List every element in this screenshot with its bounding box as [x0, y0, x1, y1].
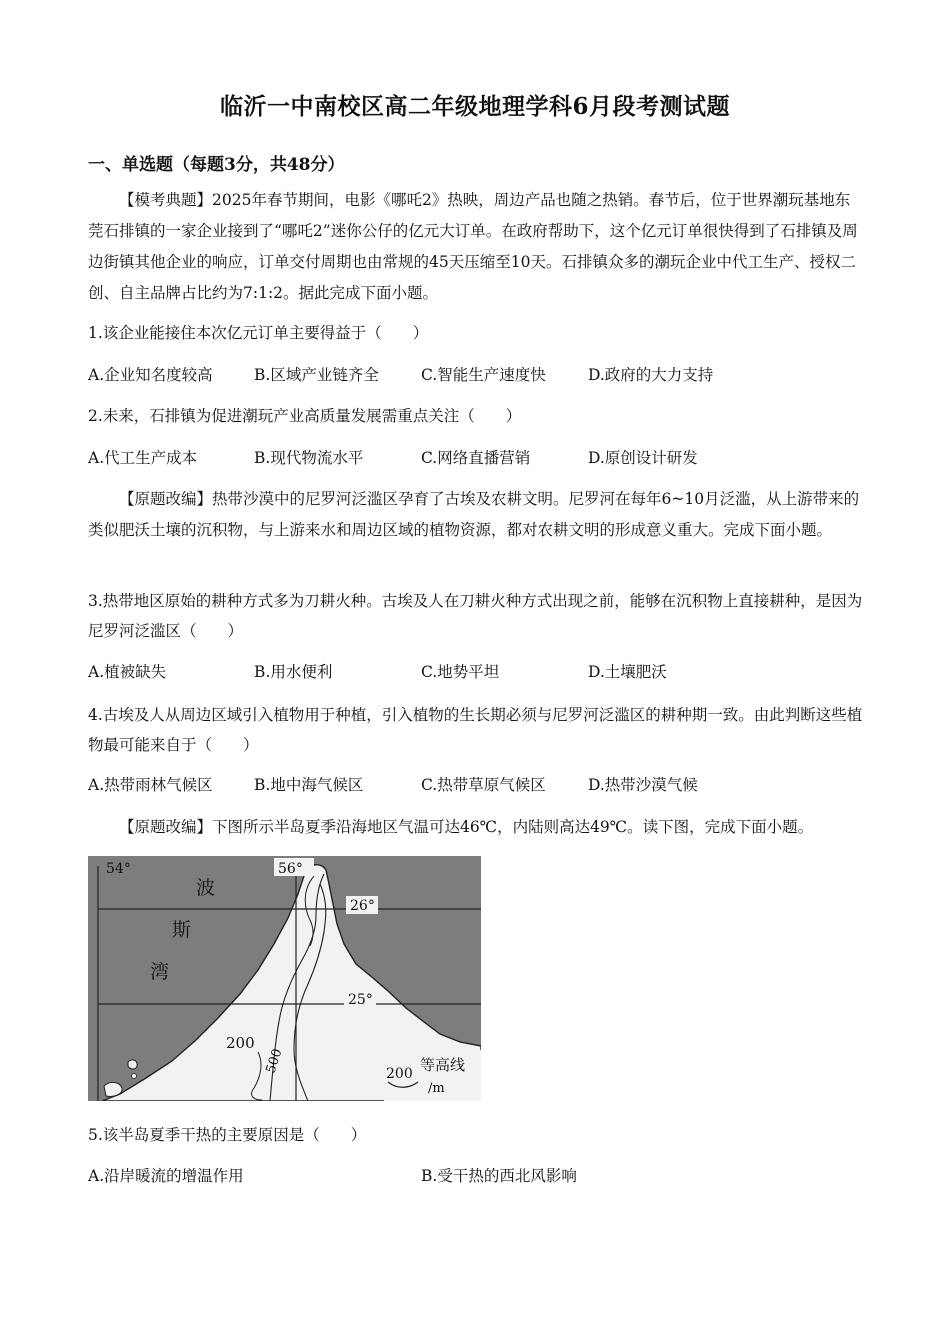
- option-c: C.地势平坦: [421, 663, 500, 681]
- lat-label-25: 25°: [348, 992, 373, 1008]
- island: [132, 1074, 137, 1079]
- contour-label-500: 500: [263, 1046, 286, 1076]
- lon-label-56: 56°: [278, 861, 303, 877]
- option-a: A.沿岸暖流的增温作用: [88, 1167, 244, 1185]
- option-d: D.土壤肥沃: [588, 663, 667, 681]
- question-4-stem: 4.古埃及人从周边区域引入植物用于种植，引入植物的生长期必须与尼罗河泛滥区的耕种期一致。由此判断这些植物最可能来自于（ ）: [88, 706, 863, 754]
- option-c: C.热带草原气候区: [421, 776, 546, 794]
- question-2-stem: 2.未来，石排镇为促进潮玩产业高质量发展需重点关注（ ）: [88, 407, 522, 425]
- legend-value: 200: [386, 1066, 413, 1082]
- island: [104, 1082, 122, 1096]
- question-1-stem: 1.该企业能接住本次亿元订单主要得益于（ ）: [88, 324, 429, 342]
- option-c: C.网络直播营销: [421, 449, 531, 467]
- lon-label-54: 54°: [106, 861, 131, 877]
- option-b: B.区域产业链齐全: [254, 366, 379, 384]
- option-c: C.智能生产速度快: [421, 366, 546, 384]
- passage-1: 【模考典题】2025年春节期间，电影《哪吒2》热映，周边产品也随之热销。春节后，位于世界潮玩基地东莞石排镇的一家企业接到了“哪吒2”迷你公仔的亿元大订单。在政府帮助下，这个亿元订单很快得到了石排镇及周边街镇其他企业的响应，订单交付周期也由常规的45天压缩至10天。石排镇众多的潮玩企业中代工生产、授权二创、自主品牌占比约为7:1:2。据此完成下面小题。: [88, 191, 858, 302]
- option-b: B.地中海气候区: [254, 776, 364, 794]
- legend-text: 等高线: [420, 1056, 466, 1074]
- option-b: B.用水便利: [254, 663, 333, 681]
- question-2-options: [88, 443, 864, 473]
- passage-2: 【原题改编】热带沙漠中的尼罗河泛滥区孕育了古埃及农耕文明。尼罗河在每年6~10月泛滥，从上游带来的类似肥沃土壤的沉积物，与上游来水和周边区域的植物资源，都对农耕文明的形成意义重大。完成下面小题。: [88, 490, 860, 539]
- option-a: A.热带雨林气候区: [88, 776, 213, 794]
- lat-label-26: 26°: [350, 898, 375, 914]
- question-5-options: [88, 1161, 864, 1191]
- peninsula-contour-map: [88, 856, 481, 1101]
- option-a: A.植被缺失: [88, 663, 167, 681]
- question-1-options: [88, 360, 864, 390]
- option-a: A.企业知名度较高: [88, 366, 213, 384]
- question-3-stem: 3.热带地区原始的耕种方式多为刀耕火种。古埃及人在刀耕火种方式出现之前，能够在沉积物上直接耕种，是因为尼罗河泛滥区（ ）: [88, 592, 863, 640]
- legend-unit: /m: [428, 1081, 445, 1096]
- option-b: B.受干热的西北风影响: [421, 1167, 577, 1185]
- sea-char-bo: 波: [196, 877, 216, 899]
- contour-label-200: 200: [226, 1034, 255, 1052]
- option-d: D.热带沙漠气候: [588, 776, 698, 794]
- island: [128, 1060, 137, 1069]
- sea-char-si: 斯: [172, 919, 192, 941]
- option-d: D.政府的大力支持: [588, 366, 714, 384]
- question-3-options: [88, 657, 864, 687]
- passage-3: 【原题改编】下图所示半岛夏季沿海地区气温可达46℃，内陆则高达49℃。读下图，完成下面小题。: [119, 818, 814, 836]
- sea-char-wan: 湾: [150, 961, 170, 983]
- option-b: B.现代物流水平: [254, 449, 364, 467]
- option-a: A.代工生产成本: [88, 449, 198, 467]
- question-5-stem: 5.该半岛夏季干热的主要原因是（ ）: [88, 1126, 367, 1144]
- section-heading: 一、单选题（每题3分，共48分）: [88, 155, 345, 175]
- question-4-options: [88, 770, 864, 800]
- option-d: D.原创设计研发: [588, 449, 698, 467]
- page-title: 临沂一中南校区高二年级地理学科6月段考测试题: [219, 93, 730, 120]
